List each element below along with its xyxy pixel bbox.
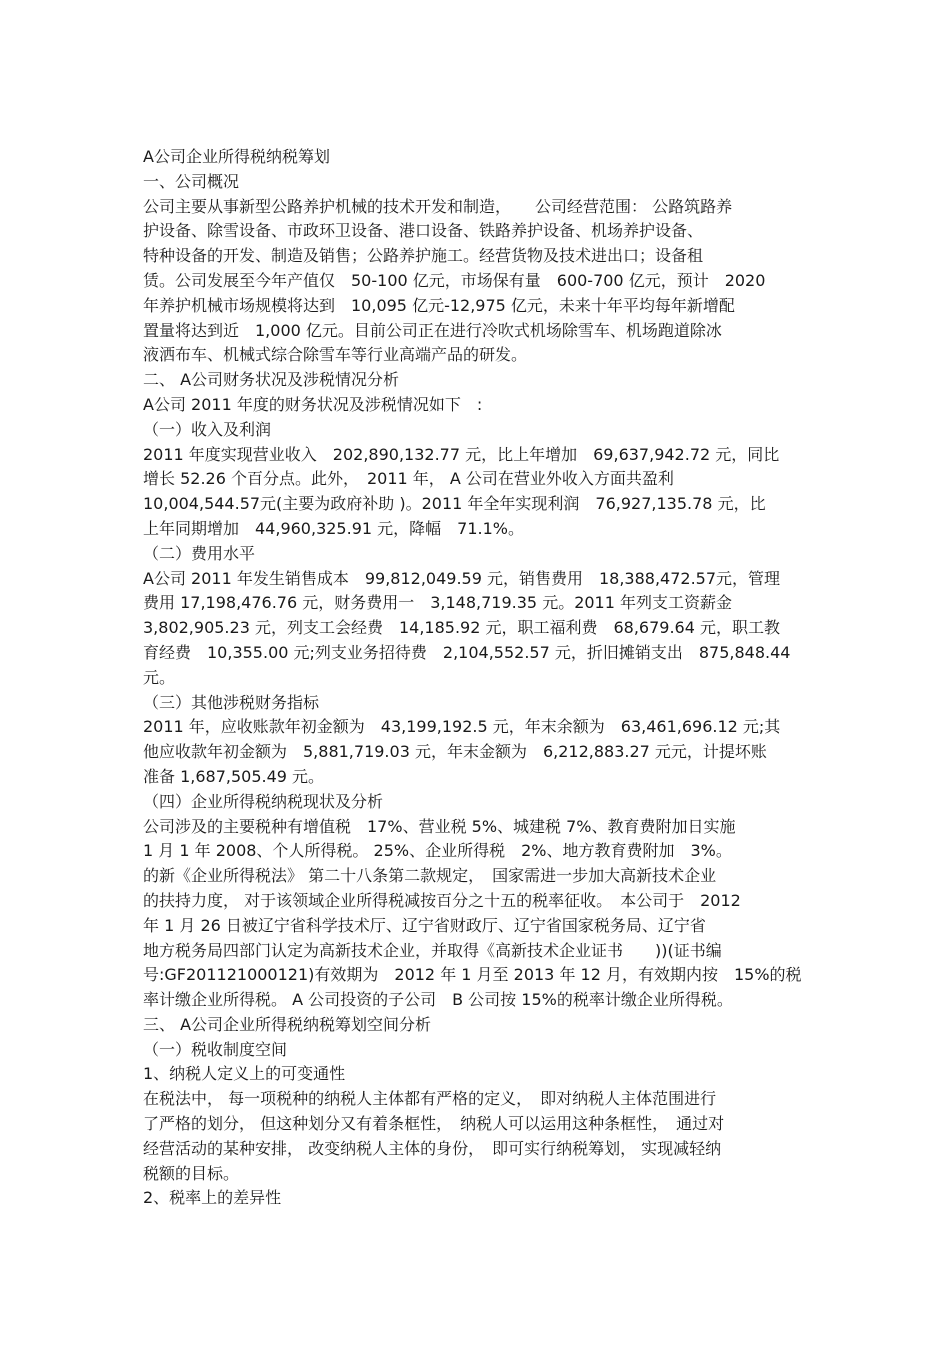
paragraph-line: 育经费 10,355.00 元;列支业务招待费 2,104,552.57 元，折旧摊销支出 875,848.44 bbox=[143, 642, 791, 662]
paragraph-line: A公司 2011 年度的财务状况及涉税情况如下 : bbox=[143, 394, 483, 414]
paragraph-line: 3,802,905.23 元，列支工会经费 14,185.92 元，职工福利费 68,679.64 元，职工教 bbox=[143, 618, 780, 638]
paragraph-line: 率计缴企业所得税。 A 公司投资的子公司 B 公司按 15%的税率计缴企业所得税。 bbox=[143, 990, 733, 1010]
paragraph-line: 费用 17,198,476.76 元，财务费用一 3,148,719.35 元。2011 年列支工资薪金 bbox=[143, 593, 732, 613]
paragraph-line: 税额的目标。 bbox=[143, 1163, 240, 1183]
paragraph-line: 置量将达到近 1,000 亿元。目前公司正在进行冷吹式机场除雪车、机场跑道除冰 bbox=[143, 320, 722, 340]
section-heading-2: 二、 A公司财务状况及涉税情况分析 bbox=[143, 370, 400, 390]
paragraph-line: 增长 52.26 个百分点。此外， 2011 年， A 公司在营业外收入方面共盈利 bbox=[143, 469, 674, 489]
paragraph-line: 在税法中， 每一项税种的纳税人主体都有严格的定义， 即对纳税人主体范围进行 bbox=[143, 1089, 717, 1109]
subsection-heading: （一）税收制度空间 bbox=[143, 1039, 288, 1059]
subsection-heading: （四）企业所得税纳税现状及分析 bbox=[143, 791, 384, 811]
paragraph-line: 公司涉及的主要税种有增值税 17%、营业税 5%、城建税 7%、教育费附加日实施 bbox=[143, 816, 736, 836]
paragraph-line: 准备 1,687,505.49 元。 bbox=[143, 766, 325, 786]
paragraph-line: 液洒布车、机械式综合除雪车等行业高端产品的研发。 bbox=[143, 345, 528, 365]
subsection-heading: （一）收入及利润 bbox=[143, 419, 272, 439]
document-body bbox=[143, 145, 815, 1211]
paragraph-line: 他应收款年初金额为 5,881,719.03 元，年末金额为 6,212,883.27 元元，计提坏账 bbox=[143, 742, 767, 762]
doc-title: A公司企业所得税纳税筹划 bbox=[143, 147, 330, 166]
paragraph-line: 公司主要从事新型公路养护机械的技术开发和制造， 公司经营范围： 公路筑路养 bbox=[143, 196, 733, 216]
paragraph-line: 护设备、除雪设备、市政环卫设备、港口设备、铁路养护设备、机场养护设备、 bbox=[143, 221, 704, 241]
paragraph-line: 的扶持力度， 对于该领域企业所得税减按百分之十五的税率征收。 本公司于 2012 bbox=[143, 890, 741, 910]
paragraph-line: 10,004,544.57元(主要为政府补助 )。2011 年全年实现利润 76,927,135.78 元，比 bbox=[143, 494, 766, 514]
paragraph-line: 1 月 1 年 2008、个人所得税。 25%、企业所得税 2%、地方教育费附加 3%。 bbox=[143, 841, 732, 861]
paragraph-line: 年 1 月 26 日被辽宁省科学技术厅、辽宁省财政厅、辽宁省国家税务局、辽宁省 bbox=[143, 915, 706, 935]
paragraph-line: 元。 bbox=[143, 667, 176, 687]
item-heading: 2、税率上的差异性 bbox=[143, 1188, 282, 1208]
paragraph-line: 了严格的划分， 但这种划分又有着条框性， 纳税人可以运用这种条框性， 通过对 bbox=[143, 1114, 725, 1134]
paragraph-line: 经营活动的某种安排， 改变纳税人主体的身份， 即可实行纳税筹划， 实现减轻纳 bbox=[143, 1138, 722, 1158]
paragraph-line: 特种设备的开发、制造及销售；公路养护施工。经营货物及技术进出口；设备租 bbox=[143, 246, 704, 266]
paragraph-line: 地方税务局四部门认定为高新技术企业，并取得《高新技术企业证书 ))(证书编 bbox=[143, 940, 722, 960]
paragraph-line: 2011 年度实现营业收入 202,890,132.77 元，比上年增加 69,637,942.72 元，同比 bbox=[143, 444, 780, 464]
paragraph-line: 赁。公司发展至今年产值仅 50-100 亿元，市场保有量 600-700 亿元，预计 2020 bbox=[143, 270, 766, 290]
paragraph-line: 2011 年，应收账款年初金额为 43,199,192.5 元，年末余额为 63,461,696.12 元;其 bbox=[143, 717, 781, 737]
section-heading-3: 三、 A公司企业所得税纳税筹划空间分析 bbox=[143, 1014, 432, 1034]
subsection-heading: （三）其他涉税财务指标 bbox=[143, 692, 320, 712]
paragraph-line: 的新《企业所得税法》 第二十八条第二款规定， 国家需进一步加大高新技术企业 bbox=[143, 866, 717, 886]
paragraph-line: 年养护机械市场规模将达到 10,095 亿元-12,975 亿元，未来十年平均每年新增配 bbox=[143, 295, 735, 315]
paragraph-line: 号:GF201121000121)有效期为 2012 年 1 月至 2013 年 12 月，有效期内按 15%的税 bbox=[143, 965, 802, 985]
section-heading-1: 一、公司概况 bbox=[143, 171, 240, 191]
subsection-heading: （二）费用水平 bbox=[143, 543, 256, 563]
item-heading: 1、纳税人定义上的可变通性 bbox=[143, 1064, 346, 1084]
paragraph-line: A公司 2011 年发生销售成本 99,812,049.59 元，销售费用 18,388,472.57元，管理 bbox=[143, 568, 781, 588]
paragraph-line: 上年同期增加 44,960,325.91 元，降幅 71.1%。 bbox=[143, 518, 524, 538]
